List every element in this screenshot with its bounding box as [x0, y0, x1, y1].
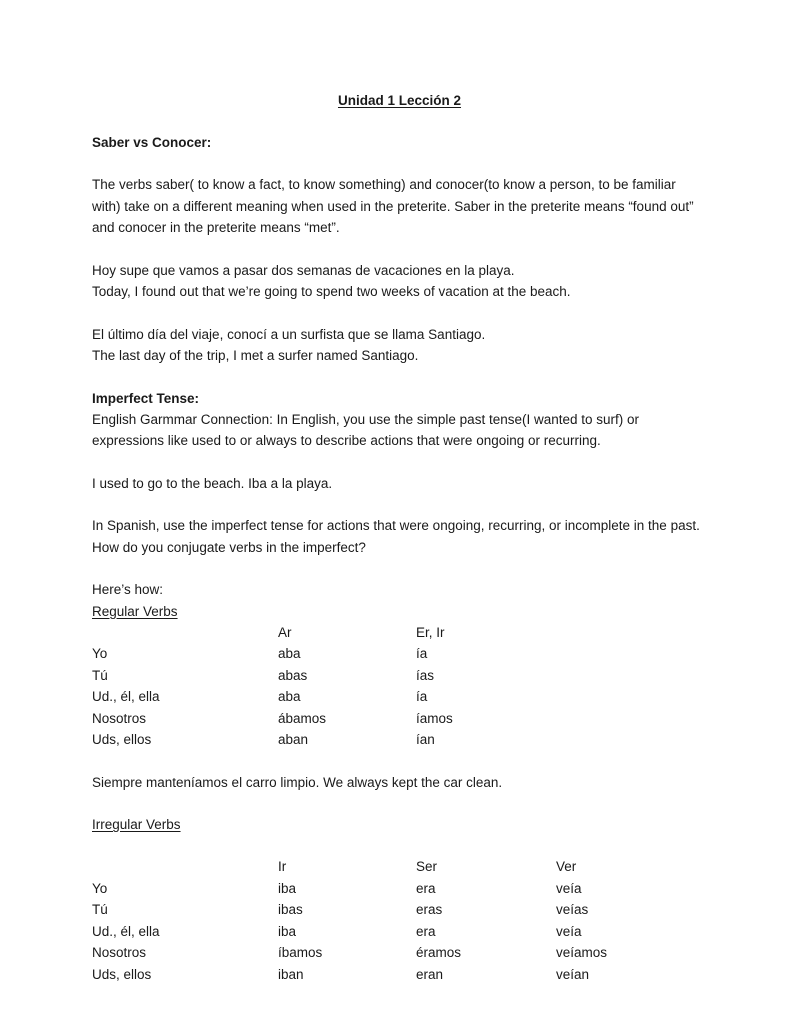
example-1-english: Today, I found out that we’re going to spend two weeks of vacation at the beach. [92, 284, 571, 299]
document-body [92, 90, 707, 985]
table-header-cell: Ar [278, 624, 292, 640]
example-1-spanish: Hoy supe que vamos a pasar dos semanas de vacaciones en la playa. [92, 262, 515, 278]
table-cell: ías [416, 667, 435, 683]
table-row [92, 708, 556, 730]
table-cell: iba [278, 923, 297, 939]
regular-verbs-label: Regular Verbs [92, 603, 178, 619]
spacer [92, 153, 707, 174]
regular-verbs-subheading [92, 601, 707, 622]
irregular-verbs-table [92, 856, 696, 985]
page-title: Unidad 1 Lección 2 [337, 93, 462, 108]
heres-how-label: Here’s how: [92, 582, 164, 597]
spacer [92, 111, 707, 132]
table-cell: era [416, 923, 436, 939]
table-header-cell [92, 856, 278, 878]
table-cell: éramos [416, 945, 462, 960]
table-cell: abas [278, 667, 308, 683]
table-cell: Yo [92, 646, 108, 661]
spacer [92, 239, 707, 260]
table-cell: eras [416, 902, 443, 917]
table-row [92, 921, 696, 943]
regular-verbs-table [92, 622, 556, 751]
table-header-cell [92, 622, 278, 644]
table-row [92, 643, 556, 665]
table-cell: Uds, ellos [92, 966, 152, 982]
table-cell: íamos [416, 710, 453, 726]
paragraph-saber-conocer-explanation: The verbs saber( to know a fact, to know something) and conocer(to know a person, to be familiar with) take on a different meaning when used in the preterite. Saber in the preterite means “found out” and conocer in the preterite means “met”. [92, 177, 694, 235]
table-row [92, 899, 696, 921]
paragraph-english-grammar-connection: English Garmmar Connection: In English, you use the simple past tense(I wanted to surf) or expressions like used to or always to describe actions that were ongoing or recurring. [92, 411, 640, 448]
spacer [92, 494, 707, 515]
table-cell: veíamos [556, 945, 608, 960]
table-cell: ía [416, 646, 428, 661]
table-cell: Yo [92, 880, 108, 896]
table-header-row [92, 856, 696, 878]
table-row [92, 942, 696, 964]
irregular-verbs-label: Irregular Verbs [92, 817, 181, 832]
table-cell: íbamos [278, 945, 323, 960]
table-cell: ibas [278, 902, 303, 917]
table-row [92, 878, 696, 900]
table-header-cell: Ir [278, 859, 287, 874]
example-3-used-to-go-beach: I used to go to the beach. Iba a la playa. [92, 475, 333, 491]
table-cell: iban [278, 966, 304, 982]
table-cell: veía [556, 923, 582, 939]
table-cell: eran [416, 966, 444, 982]
table-header-cell: Ver [556, 859, 577, 874]
table-cell: Ud., él, ella [92, 923, 160, 939]
table-cell: ían [416, 732, 435, 747]
table-cell: iba [278, 880, 297, 896]
spacer [92, 793, 707, 814]
table-cell: Nosotros [92, 945, 147, 960]
table-header-cell: Er, Ir [416, 624, 445, 640]
spacer [92, 452, 707, 473]
table-cell: veían [556, 966, 590, 982]
example-4-car-clean: Siempre manteníamos el carro limpio. We always kept the car clean. [92, 774, 503, 790]
table-cell: Tú [92, 667, 108, 683]
spacer [92, 367, 707, 388]
table-cell: Nosotros [92, 710, 147, 726]
paragraph-imperfect-explanation: In Spanish, use the imperfect tense for actions that were ongoing, recurring, or incomplete in the past. How do you conjugate verbs in the imperfect? [92, 518, 700, 555]
table-row [92, 964, 696, 986]
table-cell: aba [278, 646, 301, 661]
table-cell: era [416, 880, 436, 896]
table-row [92, 686, 556, 708]
table-cell: veía [556, 880, 582, 896]
spacer [92, 751, 707, 772]
irregular-verbs-subheading [92, 814, 707, 835]
section-heading-imperfect-tense: Imperfect Tense: [92, 390, 200, 406]
table-cell: Uds, ellos [92, 732, 152, 747]
section-heading-saber-vs-conocer: Saber vs Conocer: [92, 135, 212, 150]
table-cell: Tú [92, 902, 108, 917]
spacer [92, 835, 707, 856]
table-cell: ábamos [278, 710, 327, 726]
example-2-spanish: El último día del viaje, conocí a un surfista que se llama Santiago. [92, 326, 486, 342]
example-2-english: The last day of the trip, I met a surfer named Santiago. [92, 348, 419, 363]
spacer [92, 558, 707, 579]
table-cell: ía [416, 689, 428, 704]
table-row [92, 729, 556, 751]
table-cell: veías [556, 902, 589, 917]
table-header-cell: Ser [416, 859, 438, 874]
table-row [92, 665, 556, 687]
table-cell: Ud., él, ella [92, 689, 160, 704]
table-header-row [92, 622, 556, 644]
table-cell: aban [278, 732, 309, 747]
spacer [92, 303, 707, 324]
table-cell: aba [278, 689, 301, 704]
